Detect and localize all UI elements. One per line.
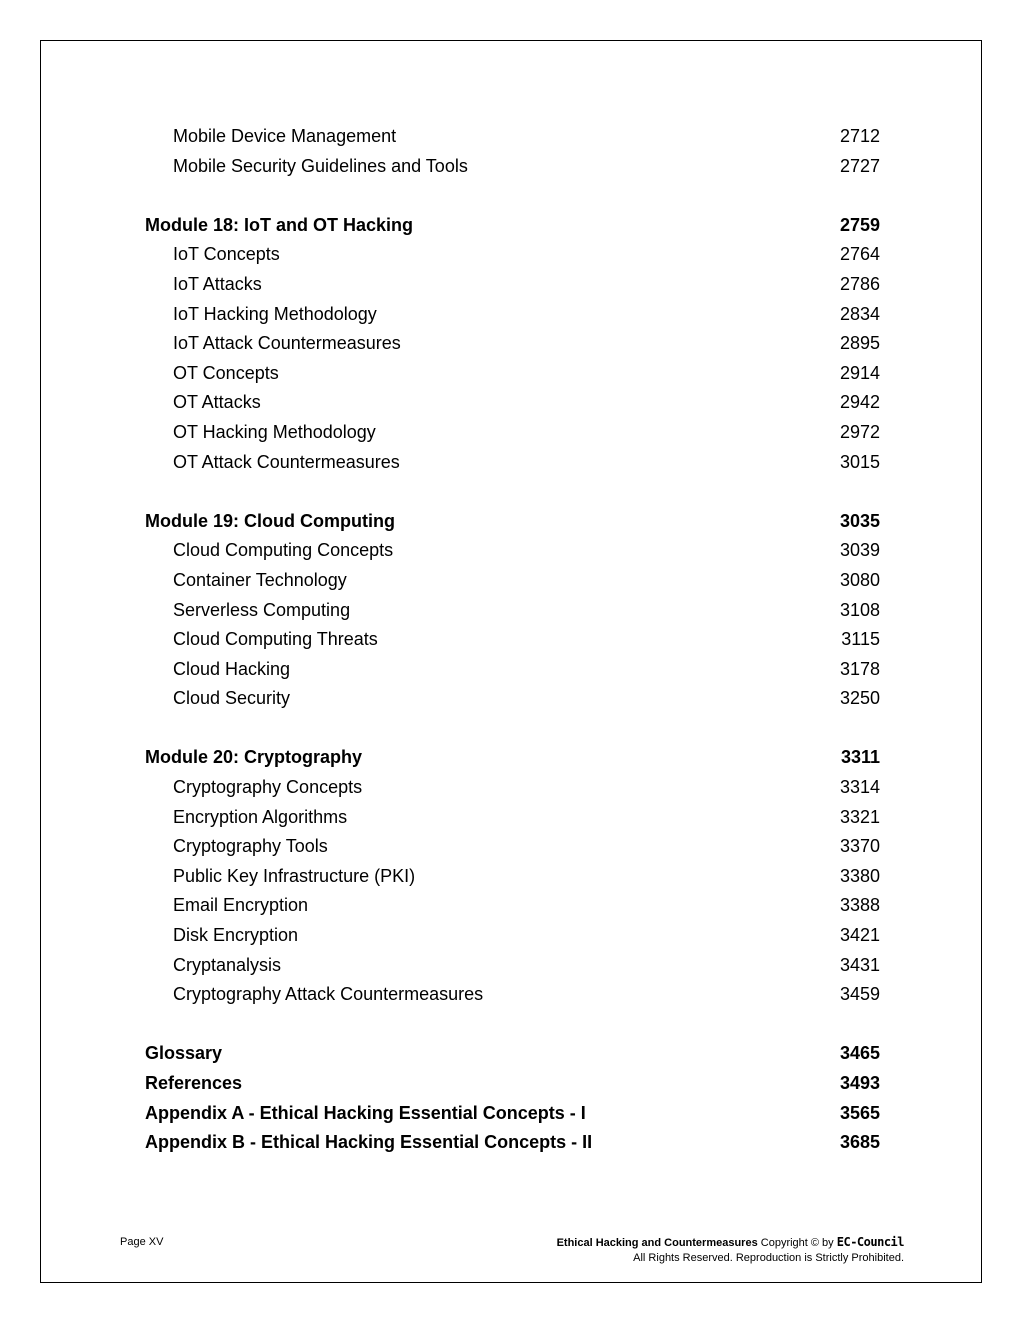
toc-entry-page: 3108	[839, 599, 880, 620]
toc-back-matter-page: 3685	[839, 1132, 880, 1153]
toc-back-matter-title: Appendix A - Ethical Hacking Essential Concepts - I	[145, 1102, 586, 1123]
toc-entry-title: Cryptography Attack Countermeasures	[173, 984, 484, 1005]
toc-entry-title: IoT Hacking Methodology	[173, 303, 377, 324]
toc-module-heading[interactable]	[145, 211, 880, 241]
toc-entry[interactable]	[145, 980, 880, 1010]
toc-back-matter-title: References	[145, 1073, 243, 1093]
toc-entry-page: 2972	[839, 421, 880, 442]
toc-entry-page: 3039	[839, 540, 880, 561]
toc-entry-title: Public Key Infrastructure (PKI)	[173, 865, 416, 886]
toc-entry[interactable]	[145, 625, 880, 655]
toc-entry-title: Cryptanalysis	[173, 954, 282, 975]
toc-entry-title: Cloud Computing Concepts	[173, 540, 394, 561]
toc-entry[interactable]	[145, 152, 880, 182]
toc-entry-title: Serverless Computing	[173, 599, 351, 620]
toc-back-matter-entry[interactable]	[145, 1039, 880, 1069]
toc-entry-page: 3115	[841, 629, 880, 650]
toc-entry-title: Mobile Security Guidelines and Tools	[173, 155, 468, 176]
toc-entry[interactable]	[145, 684, 880, 714]
toc-back-matter-title: Glossary	[145, 1043, 223, 1064]
toc-entry-page: 3380	[839, 865, 880, 886]
toc-module-page: 2759	[839, 214, 880, 235]
toc-entry-page: 3178	[839, 658, 880, 679]
toc-module-page: 3035	[839, 510, 880, 531]
toc-module-title: Module 20: Cryptography	[145, 747, 363, 768]
toc-entry-page: 3431	[839, 954, 880, 975]
toc-entry[interactable]	[145, 891, 880, 921]
toc-entry[interactable]	[145, 300, 880, 330]
toc-entry-title: Cloud Hacking	[173, 658, 291, 679]
toc-module-page: 3311	[840, 747, 880, 768]
toc-entry[interactable]	[145, 448, 880, 478]
toc-back-matter-page: 3493	[839, 1073, 880, 1093]
toc-back-matter-page: 3465	[839, 1043, 880, 1064]
toc-entry-title: Mobile Device Management	[173, 126, 397, 146]
toc-entry-page: 3250	[839, 688, 880, 709]
toc-entry[interactable]	[145, 862, 880, 892]
toc-entry-page: 2727	[839, 155, 880, 176]
toc-entry-title: OT Attack Countermeasures	[173, 451, 400, 472]
rights-notice: All Rights Reserved. Reproduction is Strictly Prohibited.	[633, 1252, 904, 1264]
toc-entry-title: OT Concepts	[173, 362, 279, 383]
toc-entry[interactable]	[145, 566, 880, 596]
toc-entry-page: 2786	[839, 273, 880, 294]
toc-entry-page: 3370	[839, 836, 880, 857]
page-number-label: Page XV	[120, 1236, 164, 1248]
toc-entry[interactable]	[145, 536, 880, 566]
toc-entry-page: 2712	[839, 126, 880, 146]
toc-module-title: Module 18: IoT and OT Hacking	[145, 214, 414, 235]
copyright-text: Copyright © by	[760, 1237, 834, 1249]
toc-entry-title: IoT Attacks	[173, 273, 262, 294]
toc-entry-title: Container Technology	[173, 569, 347, 590]
toc-entry-page: 3321	[839, 806, 880, 827]
toc-entry-page: 2942	[839, 392, 880, 413]
toc-entry-page: 3421	[839, 925, 880, 946]
toc-module-heading[interactable]	[145, 743, 880, 773]
toc-entry-title: Email Encryption	[173, 895, 309, 916]
toc-entry-page: 2895	[839, 333, 880, 354]
toc-entry-title: IoT Attack Countermeasures	[173, 333, 401, 354]
toc-back-matter-title: Appendix B - Ethical Hacking Essential Concepts - II	[145, 1132, 593, 1153]
toc-entry-page: 2834	[839, 303, 880, 324]
toc-entry[interactable]	[145, 388, 880, 418]
toc-entry[interactable]	[145, 596, 880, 626]
toc-entry-page: 3388	[839, 895, 880, 916]
toc-entry[interactable]	[145, 832, 880, 862]
toc-entry[interactable]	[145, 655, 880, 685]
toc-back-matter-page: 3565	[839, 1102, 880, 1123]
toc-entry-page: 3080	[839, 569, 880, 590]
toc-entry-page: 2764	[839, 244, 880, 265]
copyright-line	[557, 1235, 904, 1251]
toc-entry[interactable]	[145, 240, 880, 270]
toc-entry[interactable]	[145, 418, 880, 448]
toc-entry-title: Cryptography Concepts	[173, 777, 363, 798]
toc-module-heading[interactable]	[145, 507, 880, 537]
toc-entry-title: Cloud Security	[173, 688, 291, 709]
toc-entry[interactable]	[145, 921, 880, 951]
toc-entry[interactable]	[145, 270, 880, 300]
toc-entry[interactable]	[145, 359, 880, 389]
toc-entry[interactable]	[145, 329, 880, 359]
toc-back-matter-entry[interactable]	[145, 1128, 880, 1158]
table-of-contents	[145, 122, 880, 1158]
toc-entry-title: Cloud Computing Threats	[173, 629, 378, 650]
ec-council-brand: EC-Council	[836, 1235, 904, 1249]
course-title: Ethical Hacking and Countermeasures	[556, 1237, 758, 1249]
toc-entry-title: OT Attacks	[173, 392, 261, 413]
toc-entry-title: Disk Encryption	[173, 925, 299, 946]
toc-entry-page: 3015	[839, 451, 880, 472]
toc-entry-title: Cryptography Tools	[173, 836, 328, 857]
toc-entry-page: 3459	[839, 984, 880, 1005]
toc-entry-page: 3314	[839, 777, 880, 798]
toc-back-matter-entry[interactable]	[145, 1099, 880, 1129]
toc-module-title: Module 19: Cloud Computing	[145, 510, 395, 531]
toc-entry-page: 2914	[839, 362, 880, 383]
toc-entry-title: IoT Concepts	[173, 244, 280, 265]
toc-entry[interactable]	[145, 773, 880, 803]
toc-entry-title: Encryption Algorithms	[173, 806, 348, 827]
copyright-footer	[557, 1235, 904, 1266]
toc-entry-title: OT Hacking Methodology	[173, 421, 376, 442]
toc-entry[interactable]	[145, 951, 880, 981]
toc-entry[interactable]	[145, 803, 880, 833]
toc-entry[interactable]	[145, 122, 880, 152]
toc-back-matter-entry[interactable]	[145, 1069, 880, 1099]
